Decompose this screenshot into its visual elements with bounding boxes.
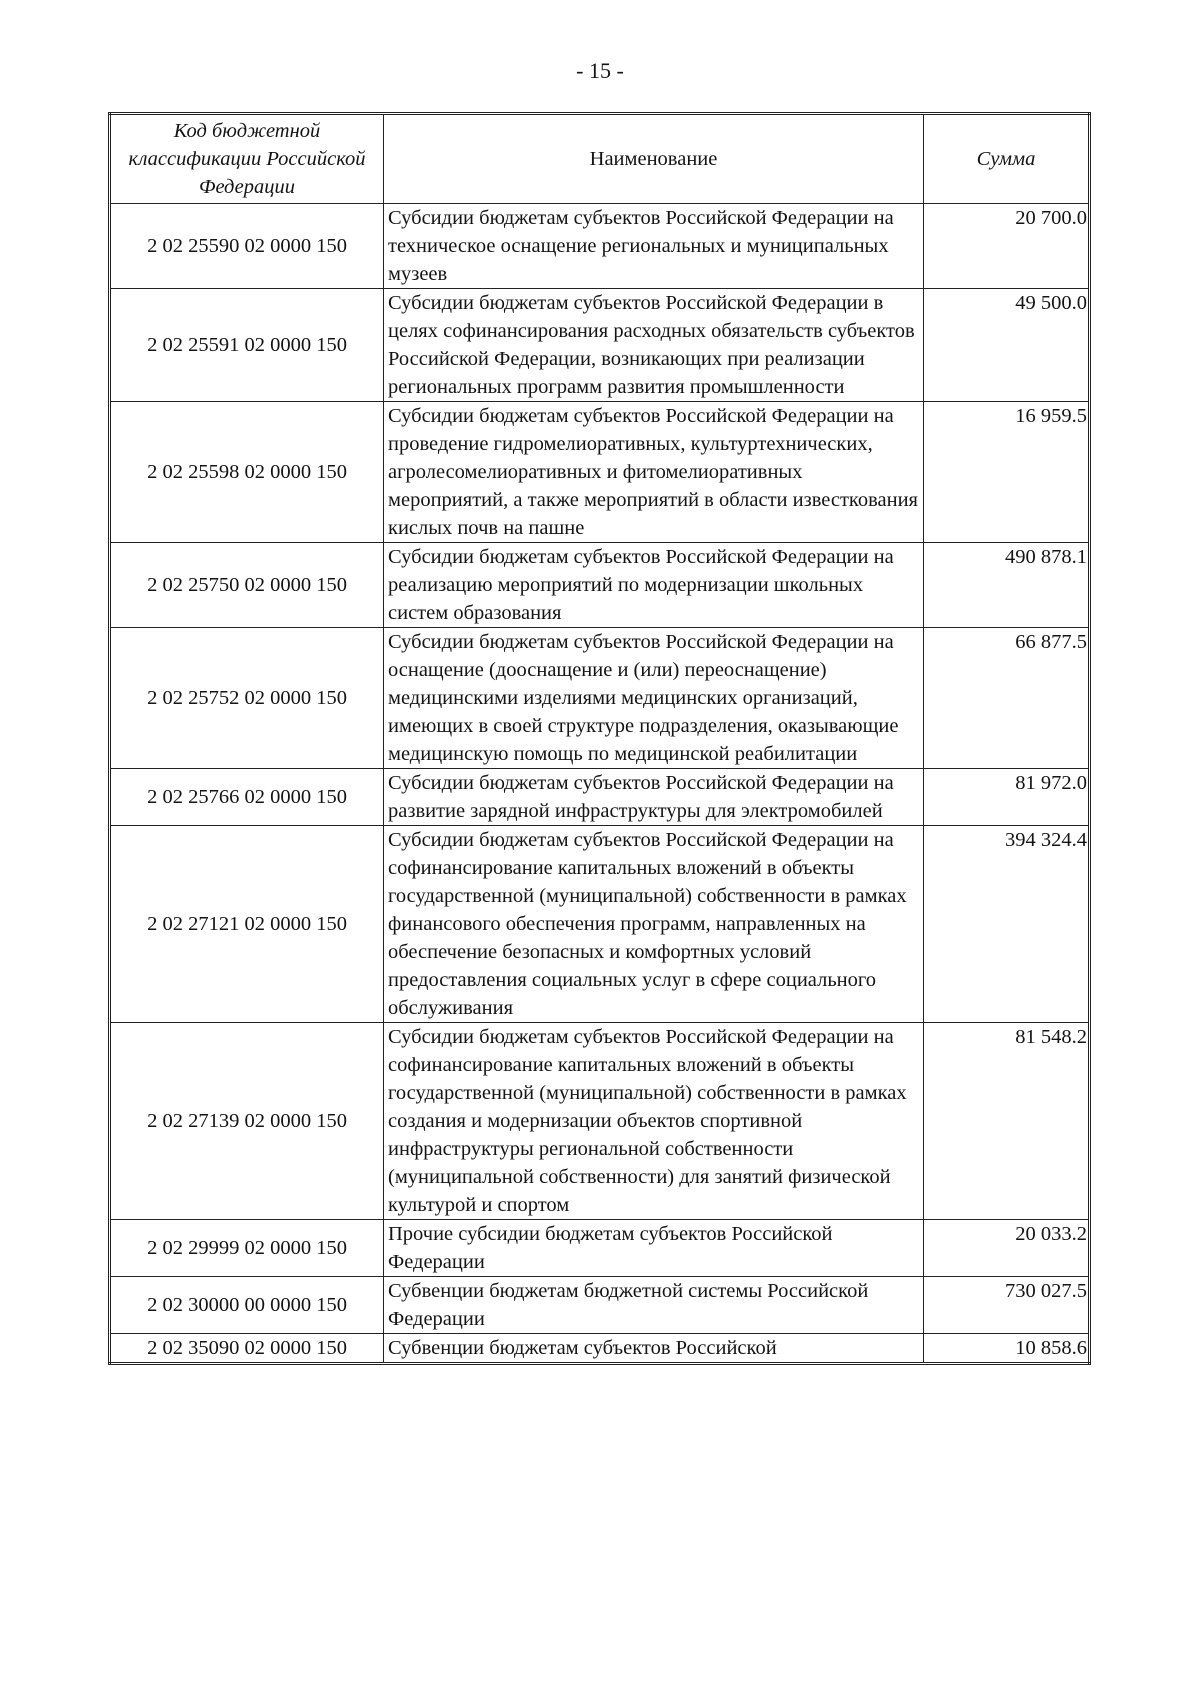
row-name: Субсидии бюджетам субъектов Российской Федерации на софинансирование капитальных вложений в объекты государственной (муниципальной) собственности в рамках финансового обеспечения программ, направленных на обеспечение безопасных и комфортных условий предоставления социальных услуг в сфере социального обслуживания [384,826,924,1023]
row-code: 2 02 27121 02 0000 150 [110,826,384,1023]
row-code: 2 02 25598 02 0000 150 [110,402,384,543]
row-sum: 10 858.6 [924,1334,1090,1364]
row-sum: 20 033.2 [924,1220,1090,1277]
row-sum: 49 500.0 [924,289,1090,402]
table-row [110,1334,1090,1364]
row-sum: 66 877.5 [924,628,1090,769]
row-name: Субсидии бюджетам субъектов Российской Федерации в целях софинансирования расходных обязательств субъектов Российской Федерации, возникающих при реализации региональных программ развития промышленности [384,289,924,402]
row-name: Субсидии бюджетам субъектов Российской Федерации на реализацию мероприятий по модернизации школьных систем образования [384,543,924,628]
table-row [110,1220,1090,1277]
row-code: 2 02 30000 00 0000 150 [110,1277,384,1334]
header-sum: Сумма [924,114,1090,204]
row-code: 2 02 25591 02 0000 150 [110,289,384,402]
table-row [110,826,1090,1023]
row-sum: 490 878.1 [924,543,1090,628]
row-code: 2 02 25766 02 0000 150 [110,769,384,826]
row-sum: 20 700.0 [924,204,1090,289]
row-sum: 730 027.5 [924,1277,1090,1334]
table-row [110,1277,1090,1334]
row-code: 2 02 35090 02 0000 150 [110,1334,384,1364]
table-row [110,1023,1090,1220]
table-row [110,769,1090,826]
row-sum: 16 959.5 [924,402,1090,543]
table-header-row [110,114,1090,204]
row-sum: 81 548.2 [924,1023,1090,1220]
row-name: Субсидии бюджетам субъектов Российской Федерации на развитие зарядной инфраструктуры для электромобилей [384,769,924,826]
table-row [110,204,1090,289]
row-name: Субвенции бюджетам субъектов Российской [384,1334,924,1364]
row-name: Субсидии бюджетам субъектов Российской Федерации на проведение гидромелиоративных, культуртехнических, агролесомелиоративных и фитомелиоративных мероприятий, а также мероприятий в области известкования кислых почв на пашне [384,402,924,543]
row-name: Субсидии бюджетам субъектов Российской Федерации на софинансирование капитальных вложений в объекты государственной (муниципальной) собственности в рамках создания и модернизации объектов спортивной инфраструктуры региональной собственности (муниципальной собственности) для занятий физической культурой и спортом [384,1023,924,1220]
row-name: Прочие субсидии бюджетам субъектов Российской Федерации [384,1220,924,1277]
row-code: 2 02 29999 02 0000 150 [110,1220,384,1277]
row-name: Субвенции бюджетам бюджетной системы Российской Федерации [384,1277,924,1334]
table-row [110,543,1090,628]
row-sum: 394 324.4 [924,826,1090,1023]
page-number: - 15 - [576,58,624,83]
row-name: Субсидии бюджетам субъектов Российской Федерации на оснащение (дооснащение и (или) переоснащение) медицинскими изделиями медицинских организаций, имеющих в своей структуре подразделения, оказывающие медицинскую помощь по медицинской реабилитации [384,628,924,769]
budget-table [108,112,1091,1365]
row-name: Субсидии бюджетам субъектов Российской Федерации на техническое оснащение региональных и муниципальных музеев [384,204,924,289]
table-row [110,289,1090,402]
row-code: 2 02 25590 02 0000 150 [110,204,384,289]
row-code: 2 02 27139 02 0000 150 [110,1023,384,1220]
row-code: 2 02 25752 02 0000 150 [110,628,384,769]
table-row [110,402,1090,543]
row-code: 2 02 25750 02 0000 150 [110,543,384,628]
header-name: Наименование [384,114,924,204]
header-code: Код бюджетной классификации Российской Федерации [110,114,384,204]
row-sum: 81 972.0 [924,769,1090,826]
table-row [110,628,1090,769]
